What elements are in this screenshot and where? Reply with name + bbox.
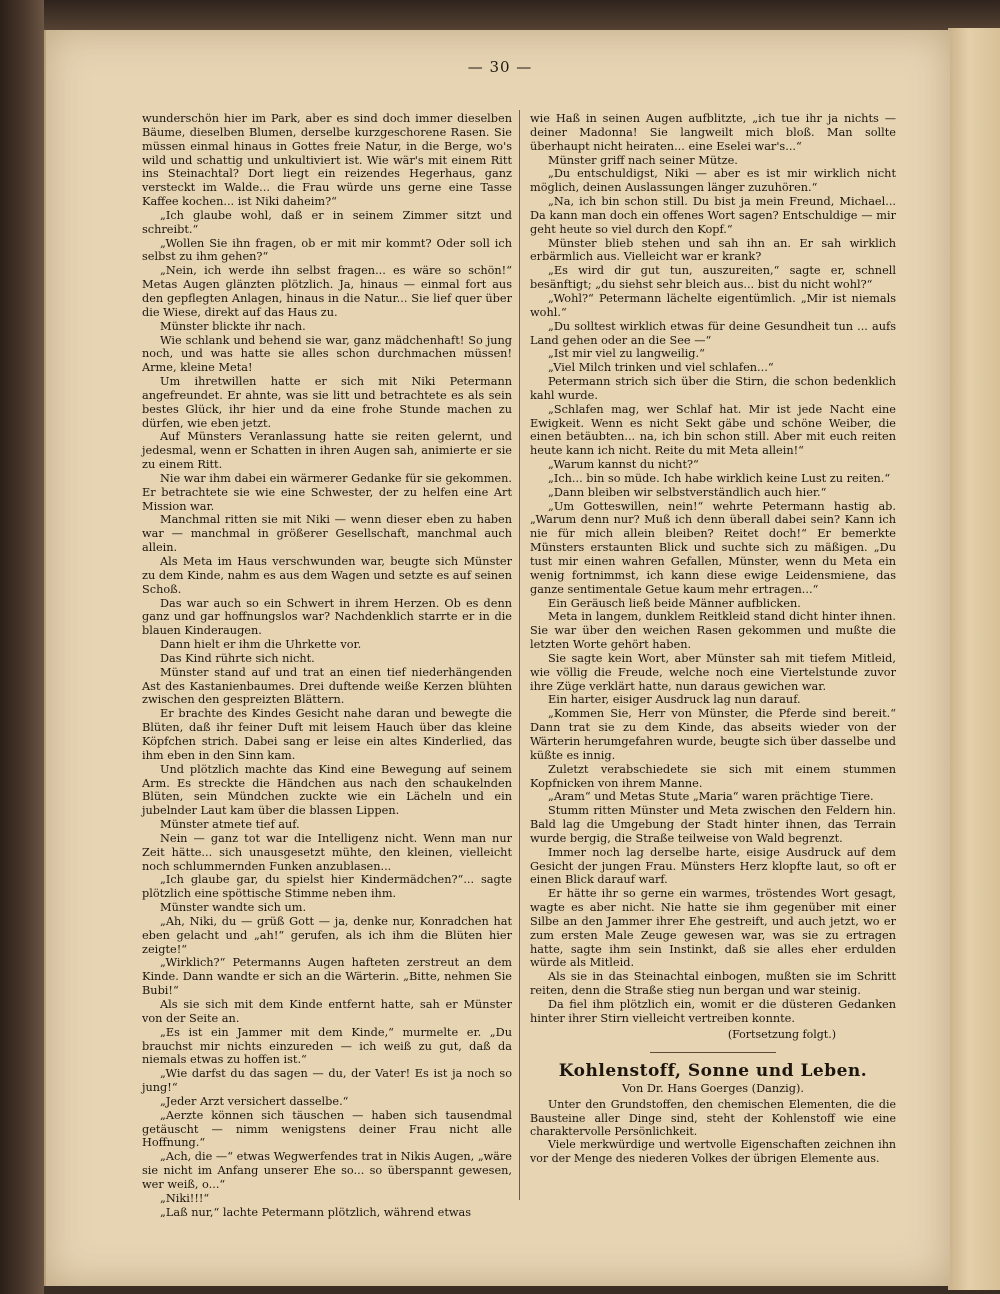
paragraph: „Ist mir viel zu langweilig.“ — [548, 347, 705, 361]
paragraph: „Kommen Sie, Herr von Münster, die Pferde sind bereit.“ Dann trat sie zu dem Kinde, das abseits wieder von der Wärterin herumgefahren wurde, beugte sich über dasselbe und küßte es innig. — [530, 707, 896, 762]
continuation-note: (Fortsetzung folgt.) — [727, 1027, 836, 1041]
paragraph: Dann hielt er ihm die Uhrkette vor. — [160, 638, 362, 652]
paragraph: Nein — ganz tot war die Intelligenz nicht. Wenn man nur Zeit hätte... sich unausgesetzt mühte, den kleinen, vielleicht noch schlummernden Funken anzublasen... — [142, 831, 512, 873]
paragraph: Das war auch so ein Schwert in ihrem Herzen. Ob es denn ganz und gar hoffnungslos war? Nachdenklich starrte er in die blauen Kinderaugen. — [142, 596, 512, 638]
paragraph: Nie war ihm dabei ein wärmerer Gedanke für sie gekommen. Er betrachtete sie wie eine Schwester, der zu helfen eine Art Mission war. — [142, 471, 512, 513]
paragraph: Er hätte ihr so gerne ein warmes, tröstendes Wort gesagt, wagte es aber nicht. Nie hatte sie ihm gegenüber mit einer Silbe an den Jammer ihrer Ehe gestreift, und auch jetzt, wo er zum ersten Male Zeuge gewesen war, was sie zu ertragen hatte, sagte ihm sein Instinkt, daß sie alles eher erdulden würde als Mitleid. — [530, 887, 896, 970]
paragraph: Als Meta im Haus verschwunden war, beugte sich Münster zu dem Kinde, nahm es aus dem Wagen und setzte es auf seinen Schoß. — [142, 555, 512, 596]
paragraph: „Ach, die —“ etwas Wegwerfendes trat in Nikis Augen, „wäre sie nicht im Anfang unserer Ehe so... so überspannt gewesen, wer weiß, o...“ — [142, 1150, 512, 1191]
book-binding — [0, 0, 44, 1294]
paragraph: „Na, ich bin schon still. Du bist ja mein Freund, Michael... Da kann man doch ein offenes Wort sagen? Entschuldige — mir geht heute so viel durch den Kopf.“ — [530, 195, 896, 236]
paragraph: „Es wird dir gut tun, auszureiten,“ sagte er, schnell besänftigt; „du siehst sehr bleich aus... bist du nicht wohl?“ — [530, 264, 896, 292]
article-title: Kohlenstoff, Sonne und Leben. — [558, 1060, 868, 1081]
paragraph: Immer noch lag derselbe harte, eisige Ausdruck auf dem Gesicht der jungen Frau. Münsters Herz klopfte laut, so oft er einen Blick darauf warf. — [530, 845, 896, 887]
paragraph: „Ich glaube wohl, daß er in seinem Zimmer sitzt und schreibt.“ — [142, 208, 512, 236]
paragraph: Stumm ritten Münster und Meta zwischen den Feldern hin. Bald lag die Umgebung der Stadt hinter ihnen, das Terrain wurde bergig, die Straße teilweise von Wald begrenzt. — [530, 804, 896, 845]
paragraph: Er brachte des Kindes Gesicht nahe daran und bewegte die Blüten, daß ihr feiner Duft mit leisem Hauch über das kleine Köpfchen strich. Dabei sang er leise ein altes Kinderlied, das ihm eben in den Sinn kam. — [142, 707, 512, 762]
paragraph: Meta in langem, dunklem Reitkleid stand dicht hinter ihnen. Sie war über den weichen Rasen gekommen und mußte die letzten Worte gehört haben. — [530, 610, 896, 652]
article-body — [530, 1098, 896, 1165]
paragraph: „Aram“ und Metas Stute „Maria“ waren prächtige Tiere. — [548, 790, 874, 804]
paragraph: „Ich... bin so müde. Ich habe wirklich keine Lust zu reiten.“ — [548, 471, 891, 485]
paragraph: Sie sagte kein Wort, aber Münster sah mit tiefem Mitleid, wie völlig die Freude, welche noch eine Viertelstunde zuvor ihre Züge verklärt hatte, nun daraus gewichen war. — [530, 651, 896, 693]
paragraph: Petermann strich sich über die Stirn, die schon bedenklich kahl wurde. — [530, 375, 896, 402]
paragraph: „Jeder Arzt versichert dasselbe.“ — [160, 1094, 349, 1108]
paragraph: Zuletzt verabschiedete sie sich mit einem stummen Kopfnicken von ihrem Manne. — [530, 762, 896, 790]
paragraph: „Du solltest wirklich etwas für deine Gesundheit tun ... aufs Land gehen oder an die See —“ — [530, 319, 896, 347]
paragraph: Münster blieb stehen und sah ihn an. Er sah wirklich erbärmlich aus. Vielleicht war er krank? — [530, 236, 896, 264]
paragraph: Münster blickte ihr nach. — [160, 319, 306, 333]
paragraph: „Niki!!!“ — [160, 1191, 210, 1205]
paragraph: „Ah, Niki, du — grüß Gott — ja, denke nur, Konradchen hat eben gelacht und „ah!“ gerufen, als ich ihm die Blüten hier zeigte!“ — [142, 914, 512, 956]
paragraph: Wie schlank und behend sie war, ganz mädchenhaft! So jung noch, und was hatte sie alles schon durchmachen müssen! Arme, kleine Meta! — [142, 333, 512, 375]
paragraph: Da fiel ihm plötzlich ein, womit er die düsteren Gedanken hinter ihrer Stirn vielleicht vertreiben konnte. — [530, 998, 896, 1025]
paragraph: Als sie sich mit dem Kinde entfernt hatte, sah er Münster von der Seite an. — [142, 998, 512, 1025]
next-page-edge — [948, 28, 1000, 1290]
paragraph: Münster wandte sich um. — [160, 901, 307, 915]
right-column — [530, 112, 896, 1165]
article-byline: Von Dr. Hans Goerges (Danzig). — [622, 1082, 804, 1096]
paragraph: „Es ist ein Jammer mit dem Kinde,“ murmelte er. „Du brauchst mir nichts einzureden — ich weiß zu gut, daß da niemals etwas zu hoffen ist.“ — [142, 1025, 512, 1067]
paragraph: Um ihretwillen hatte er sich mit Niki Petermann angefreundet. Er ahnte, was sie litt und betrachtete es als sein bestes Glück, ihr hier und da eine frohe Stunde machen zu dürfen, wie eben jetzt. — [142, 375, 512, 430]
paragraph: „Aerzte können sich täuschen — haben sich tausendmal getäuscht — nimm wenigstens deiner Frau nicht alle Hoffnung.“ — [142, 1108, 512, 1150]
paragraph: Viele merkwürdige und wertvolle Eigenschaften zeichnen ihn vor der Menge des niederen Volkes der übrigen Elemente aus. — [530, 1138, 896, 1165]
paragraph: Und plötzlich machte das Kind eine Bewegung auf seinem Arm. Es streckte die Händchen aus nach den schaukelnden Blüten, sein Mündchen zuckte wie ein Lächeln und ein jubelnder Laut kam über die blassen Lippen. — [142, 762, 512, 818]
paragraph: „Dann bleiben wir selbstverständlich auch hier.“ — [548, 485, 827, 499]
paragraph: „Wie darfst du das sagen — du, der Vater! Es ist ja noch so jung!“ — [142, 1067, 512, 1095]
paragraph: „Warum kannst du nicht?“ — [548, 458, 699, 472]
paragraph: Ein harter, eisiger Ausdruck lag nun darauf. — [548, 693, 801, 707]
paragraph: „Nein, ich werde ihn selbst fragen... es wäre so schön!“ Metas Augen glänzten plötzlich. Ja, hinaus — einmal fort aus den gepflegten Anlagen, hinaus in die Natur... Sie lief quer über die Wiese, direkt auf das Haus zu. — [142, 264, 512, 319]
paragraph: „Um Gotteswillen, nein!“ wehrte Petermann hastig ab. „Warum denn nur? Muß ich denn überall dabei sein? Kann ich nie für mich allein bleiben? Reitet doch!“ Er bemerkte Münsters erstaunten Blick und suchte sich zu mäßigen. „Du tust mir einen wahren Gefallen, Münster, wenn du Meta ein wenig fortnimmst, ich kann diese ewige Leidensmiene, das ganze sentimentale Getue kaum mehr ertragen...“ — [530, 499, 896, 596]
paragraph: Unter den Grundstoffen, den chemischen Elementen, die die Bausteine aller Dinge sind, steht der Kohlenstoff wie eine charaktervolle Persönlichkeit. — [530, 1098, 896, 1139]
paragraph: „Wirklich?“ Petermanns Augen hafteten zerstreut an dem Kinde. Dann wandte er sich an die Wärterin. „Bitte, nehmen Sie Bubi!“ — [142, 956, 512, 998]
paragraph: Als sie in das Steinachtal einbogen, mußten sie im Schritt reiten, denn die Straße stieg nun bergan und war steinig. — [530, 970, 896, 998]
paragraph: Münster griff nach seiner Mütze. — [548, 153, 738, 167]
book-top-edge — [44, 0, 1000, 34]
page-number: — 30 — — [467, 58, 533, 76]
column-divider — [519, 110, 520, 1200]
paragraph: Münster stand auf und trat an einen tief niederhängenden Ast des Kastanienbaumes. Drei duftende weiße Kerzen blühten zwischen den gespreizten Blättern. — [142, 665, 512, 707]
paragraph: Münster atmete tief auf. — [160, 818, 300, 832]
paragraph: „Wohl?“ Petermann lächelte eigentümlich. „Mir ist niemals wohl.“ — [530, 291, 896, 319]
paragraph: Auf Münsters Veranlassung hatte sie reiten gelernt, und jedesmal, wenn er Schatten in ihren Augen sah, animierte er sie zu einem Ritt. — [142, 430, 512, 472]
paragraph: wie Haß in seinen Augen aufblitzte, „ich tue ihr ja nichts — deiner Madonna! Sie langweilt mich bloß. Man sollte überhaupt nicht heiraten... eine Eselei war's...“ — [530, 112, 896, 153]
paragraph: „Wollen Sie ihn fragen, ob er mit mir kommt? Oder soll ich selbst zu ihm gehen?“ — [142, 236, 512, 264]
section-rule — [650, 1052, 776, 1053]
paragraph: „Ich glaube gar, du spielst hier Kindermädchen?“... sagte plötzlich eine spöttische Stimme neben ihm. — [142, 873, 512, 901]
paragraph: „Du entschuldigst, Niki — aber es ist mir wirklich nicht möglich, deinen Auslassungen länger zuzuhören.“ — [530, 167, 896, 195]
paragraph: „Schlafen mag, wer Schlaf hat. Mir ist jede Nacht eine Ewigkeit. Wenn es nicht Sekt gäbe und schöne Weiber, die einen betäubten... na, ich bin schon still. Aber mit euch reiten heute kann ich nicht. Reite du mit Meta allein!“ — [530, 402, 896, 458]
paragraph: „Laß nur,“ lachte Petermann plötzlich, während etwas — [160, 1205, 472, 1219]
left-column — [142, 112, 512, 1220]
paragraph: Manchmal ritten sie mit Niki — wenn dieser eben zu haben war — manchmal in größerer Gesellschaft, manchmal auch allein. — [142, 513, 512, 555]
paragraph: „Viel Milch trinken und viel schlafen...“ — [548, 361, 774, 375]
paragraph: Ein Geräusch ließ beide Männer aufblicken. — [548, 596, 801, 610]
paragraph: wunderschön hier im Park, aber es sind doch immer dieselben Bäume, dieselben Blumen, derselbe kurzgeschorene Rasen. Sie müssen einmal hinaus in Gottes freie Natur, in die Berge, wo's wild und schattig und unkultiviert ist. Wie wär's mit einem Ritt ins Steinachtal? Dort liegt ein reizendes Hegerhaus, ganz versteckt im Walde... die Frau würde uns gerne eine Tasse Kaffee kochen... ist Niki daheim?“ — [142, 112, 512, 209]
paragraph: Das Kind rührte sich nicht. — [160, 651, 315, 665]
